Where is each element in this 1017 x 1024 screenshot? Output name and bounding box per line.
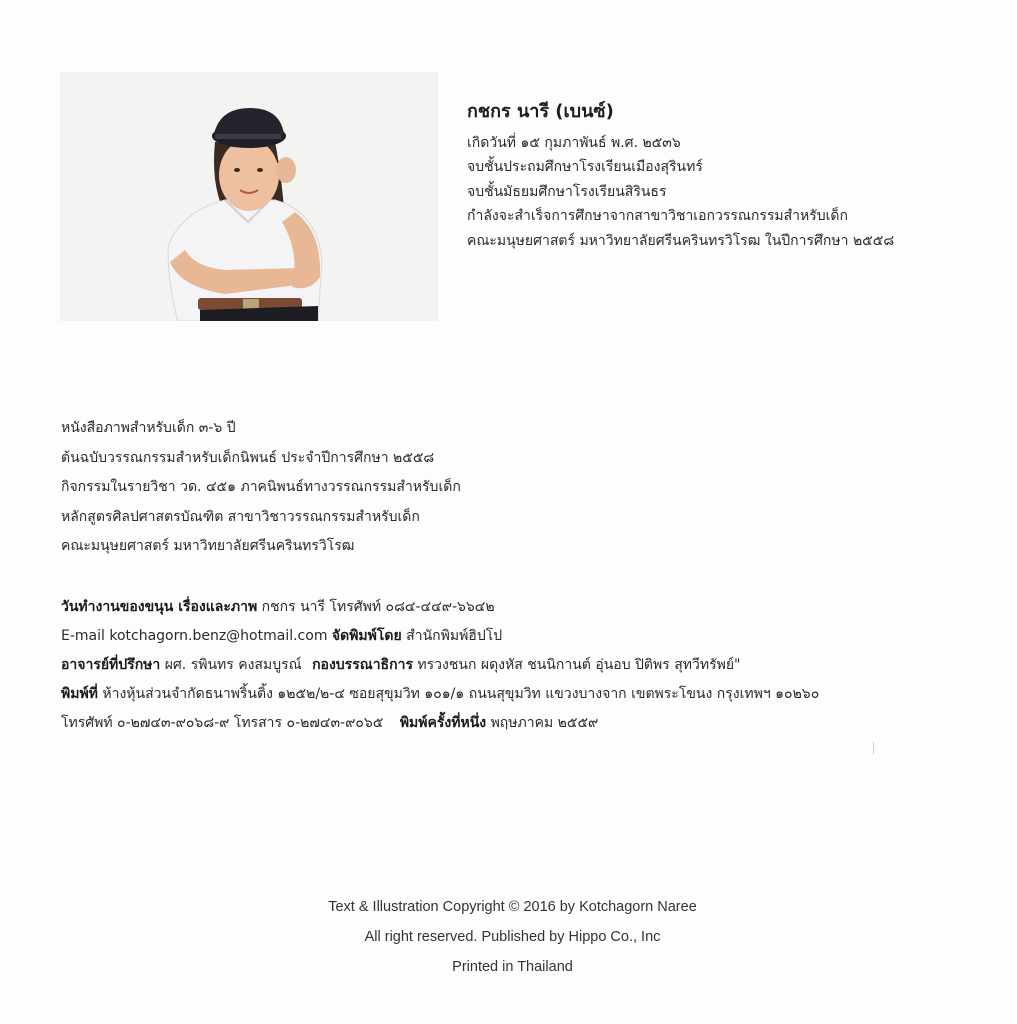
rights-line: All right reserved. Published by Hippo Co., Inc — [364, 929, 661, 945]
author-photo — [60, 72, 438, 321]
credit-title-line — [61, 593, 1011, 622]
bio-line: จบชั้นมัธยมศึกษาโรงเรียนสิรินธร — [467, 183, 667, 200]
editorial-value: ทรวงชนก ผดุงหัส ชนนิกานต์ อุ่นอบ ปิติพร สุทวีทรัพย์" — [417, 657, 741, 673]
advisor-value: ผศ. รพินทร คงสมบูรณ์ — [164, 657, 302, 673]
edition-value: พฤษภาคม ๒๕๕๙ — [490, 715, 599, 731]
credit-email-line — [61, 622, 1011, 651]
scan-mark — [873, 742, 874, 754]
bio-line: จบชั้นประถมศึกษาโรงเรียนเมืองสุรินทร์ — [467, 159, 703, 176]
bio-line: คณะมนุษยศาสตร์ มหาวิทยาลัยศรีนครินทรวิโรฒ ในปีการศึกษา ๒๕๕๘ — [467, 232, 895, 249]
copyright-line: Text & Illustration Copyright © 2016 by Kotchagorn Naree — [328, 899, 697, 915]
copyright-block — [0, 892, 1017, 982]
book-credits — [61, 593, 1011, 738]
editorial-label: กองบรรณาธิการ — [312, 657, 413, 673]
description-line: ต้นฉบับวรรณกรรมสำหรับเด็กนิพนธ์ ประจำปีการศึกษา ๒๕๕๘ — [61, 449, 435, 466]
description-line: หลักสูตรศิลปศาสตรบัณฑิต สาขาวิชาวรรณกรรมสำหรับเด็ก — [61, 508, 420, 525]
email-value: kotchagorn.benz@hotmail.com — [109, 628, 328, 644]
credit-advisor-line — [61, 651, 1011, 680]
description-line: กิจกรรมในรายวิชา วด. ๔๕๑ ภาคนิพนธ์ทางวรรณกรรมสำหรับเด็ก — [61, 479, 461, 495]
title-value: กชกร นารี โทรศัพท์ ๐๘๔-๔๔๙-๖๖๔๒ — [261, 599, 495, 615]
bio-line: เกิดวันที่ ๑๕ กุมภาพันธ์ พ.ศ. ๒๕๓๖ — [467, 135, 681, 151]
author-portrait-illustration — [60, 72, 438, 321]
publisher-label: จัดพิมพ์โดย — [331, 628, 402, 644]
printed-in-line: Printed in Thailand — [452, 959, 573, 975]
book-description — [61, 414, 961, 562]
credit-phone-line — [61, 709, 1011, 738]
author-bio — [467, 96, 987, 253]
publisher-value: สำนักพิมพ์ฮิปโป — [406, 628, 503, 644]
description-line: คณะมนุษยศาสตร์ มหาวิทยาลัยศรีนครินทรวิโรฒ — [61, 538, 355, 554]
author-name: กชกร นารี (เบนซ์) — [467, 101, 614, 122]
printer-value: ห้างหุ้นส่วนจำกัดธนาพริ้นติ้ง ๑๒๕๒/๒-๔ ซอยสุขุมวิท ๑๐๑/๑ ถนนสุขุมวิท แขวงบางจาก เขตพระโขนง กรุงเทพฯ ๑๐๒๖๐ — [102, 686, 820, 702]
email-label: E-mail — [61, 628, 105, 644]
edition-label: พิมพ์ครั้งที่หนึ่ง — [399, 715, 487, 731]
description-line: หนังสือภาพสำหรับเด็ก ๓-๖ ปี — [61, 420, 236, 436]
credit-printer-line — [61, 680, 1011, 709]
phone-value: โทรศัพท์ ๐-๒๗๔๓-๙๐๖๘-๙ โทรสาร ๐-๒๗๔๓-๙๐๖๕ — [61, 715, 384, 731]
printer-label: พิมพ์ที่ — [61, 686, 98, 702]
advisor-label: อาจารย์ที่ปรึกษา — [61, 657, 161, 673]
title-label: วันทำงานของขนุน เรื่องและภาพ — [61, 599, 258, 615]
bio-line: กำลังจะสำเร็จการศึกษาจากสาขาวิชาเอกวรรณกรรมสำหรับเด็ก — [467, 208, 849, 225]
